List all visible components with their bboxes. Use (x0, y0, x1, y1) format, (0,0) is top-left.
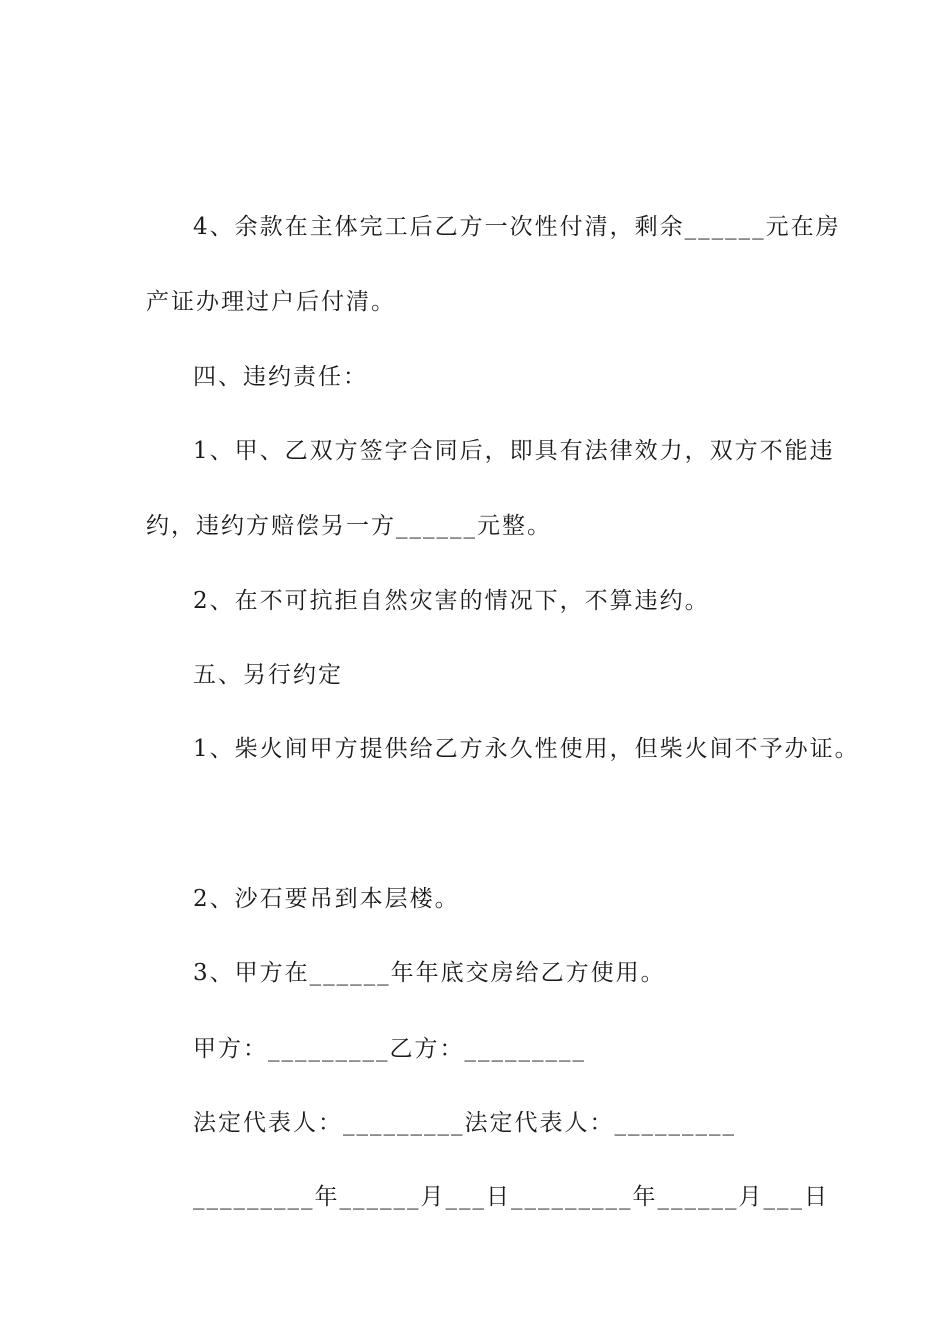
legal-representative-line: 法定代表人：_________法定代表人：_________ (193, 1110, 736, 1136)
section-4-heading: 四、违约责任： (193, 364, 368, 390)
clause-4-balance-line-1: 4、余款在主体完工后乙方一次性付清，剩余______元在房 (193, 214, 841, 240)
other-clause-3: 3、甲方在______年年底交房给乙方使用。 (193, 960, 666, 986)
section-5-heading: 五、另行约定 (193, 662, 343, 688)
breach-clause-1-line-2: 约，违约方赔偿另一方______元整。 (146, 513, 552, 539)
date-line: _________年______月___日_________年______月___日 (193, 1184, 829, 1210)
other-clause-1: 1、柴火间甲方提供给乙方永久性使用，但柴火间不予办证。 (193, 736, 860, 762)
breach-clause-1-line-1: 1、甲、乙双方签字合同后，即具有法律效力，双方不能违 (193, 438, 835, 464)
breach-clause-2: 2、在不可抗拒自然灾害的情况下，不算违约。 (193, 588, 710, 614)
other-clause-2: 2、沙石要吊到本层楼。 (193, 886, 460, 912)
clause-4-balance-line-2: 产证办理过户后付清。 (146, 289, 396, 315)
party-signature-line: 甲方：_________乙方：_________ (193, 1036, 586, 1062)
